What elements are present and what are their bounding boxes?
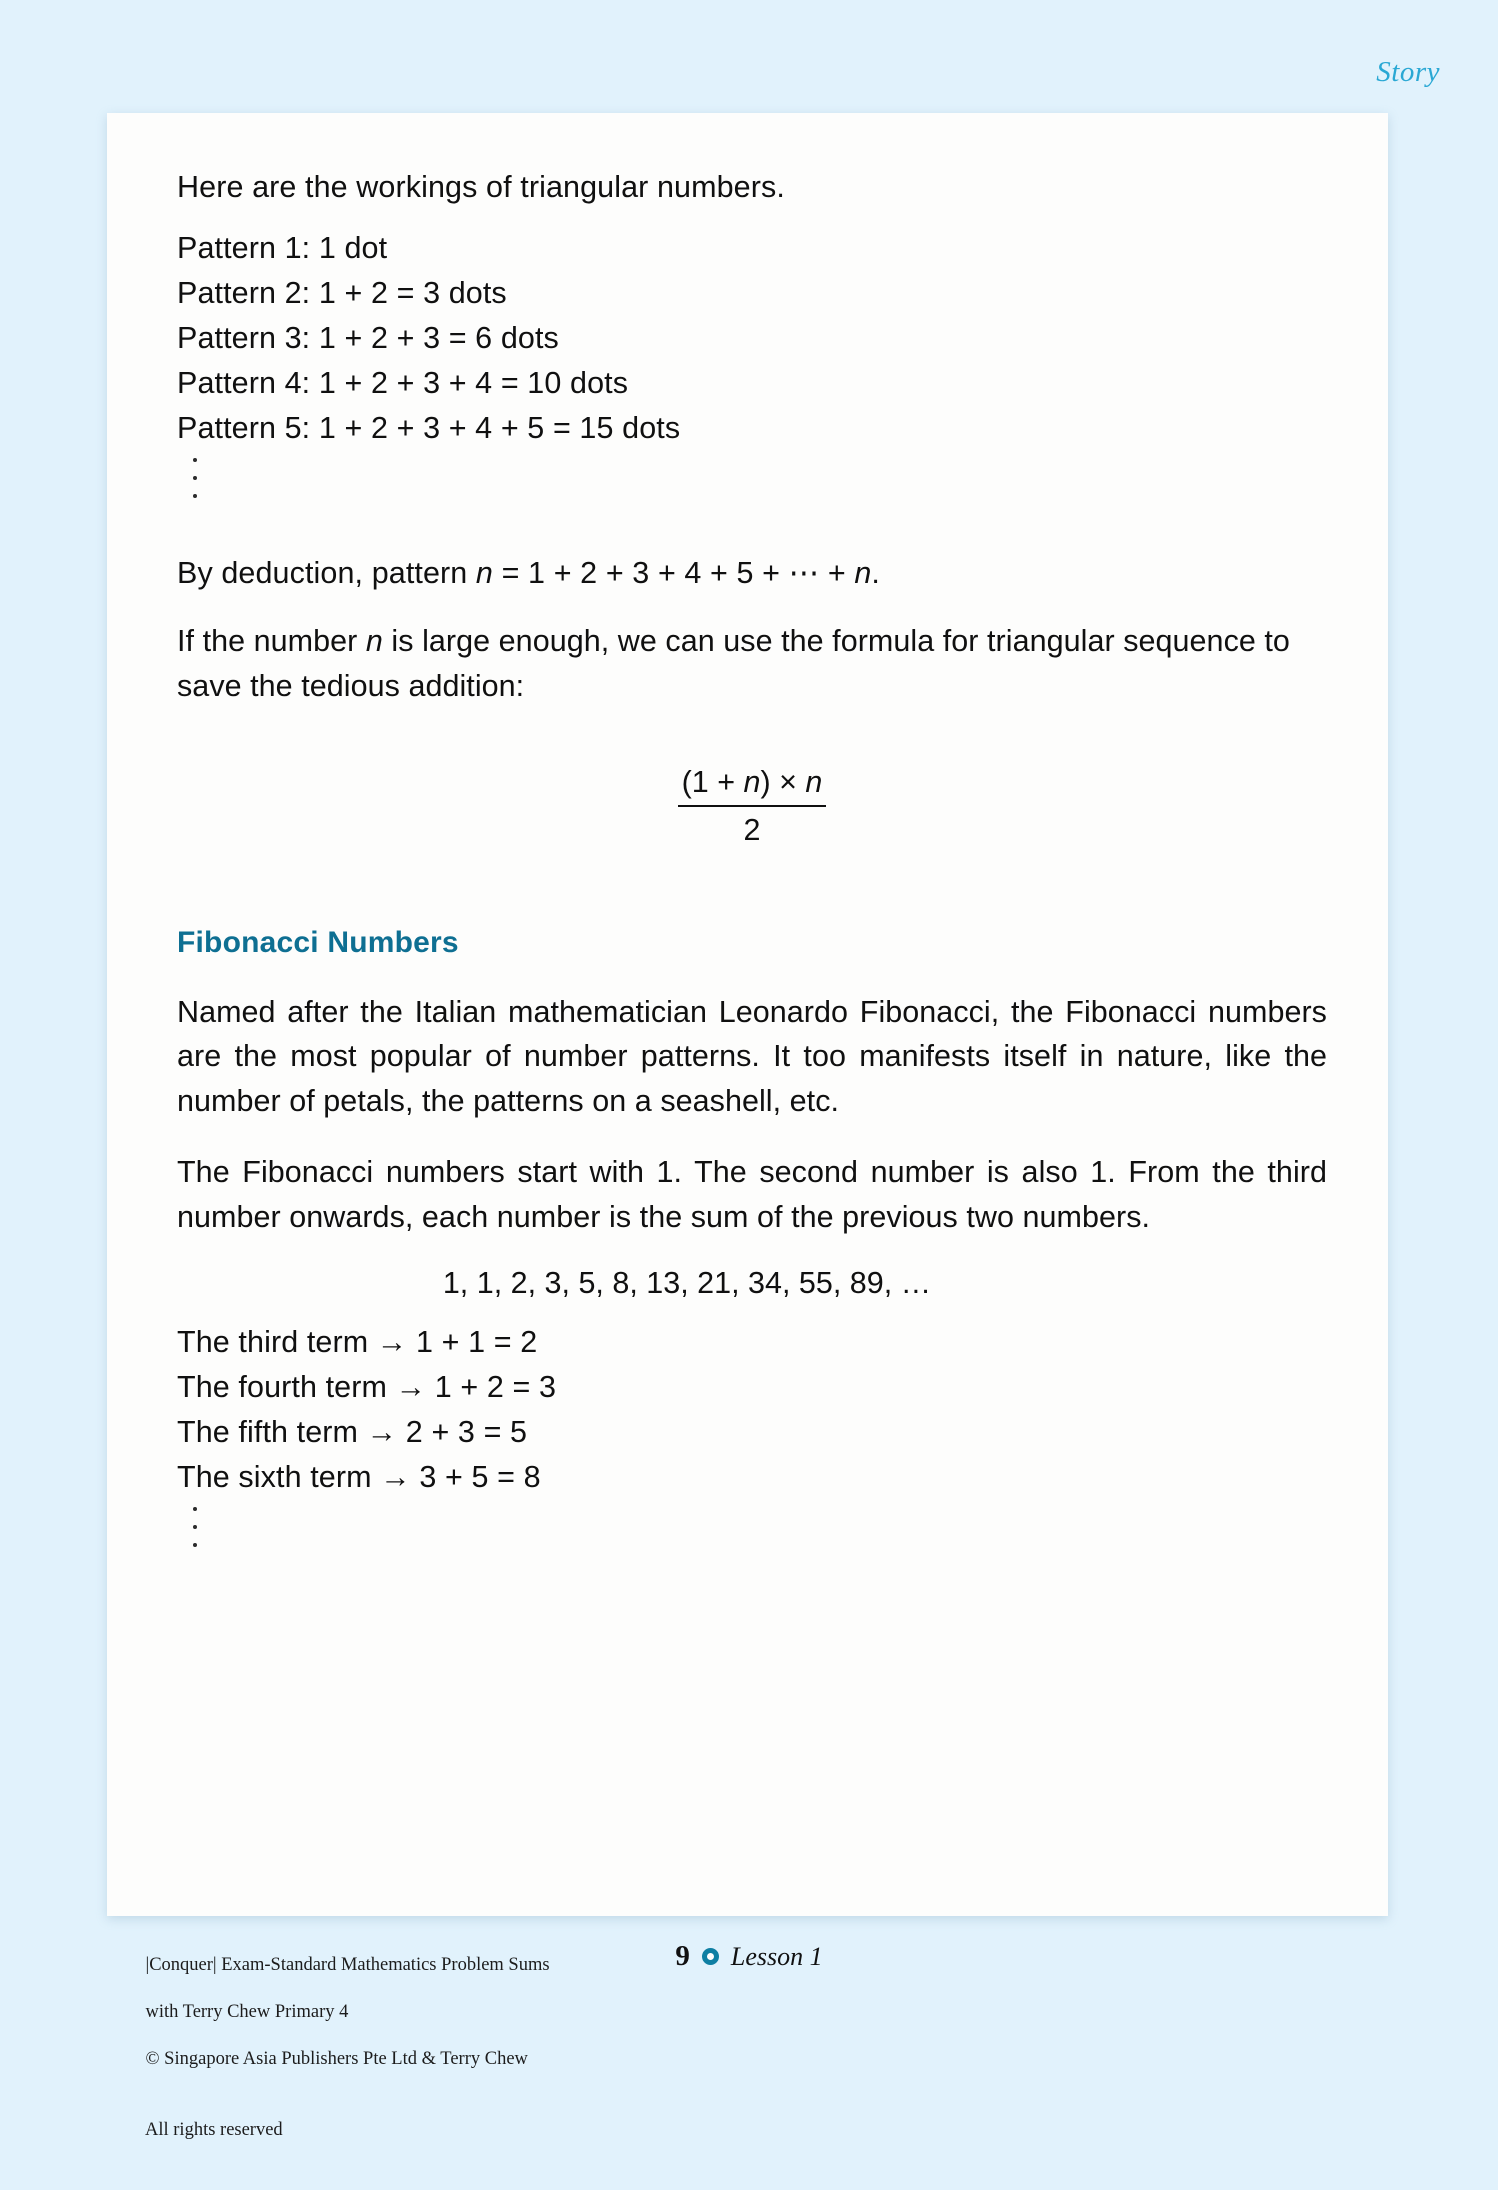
- formula-variable-n: n: [743, 764, 761, 799]
- spacer: [177, 512, 1327, 556]
- formula-block: [177, 765, 1327, 848]
- spacer: [177, 735, 1327, 765]
- section-heading-fibonacci: Fibonacci Numbers: [177, 925, 459, 959]
- page-footer-center: [0, 1940, 1498, 1973]
- deduction-variable-n: n: [854, 556, 872, 590]
- fibonacci-term-line: The fifth term → 2 + 3 = 5: [177, 1414, 528, 1449]
- fibonacci-term-list: [177, 1324, 1327, 1494]
- running-head-story: Story: [1376, 56, 1440, 88]
- formula-intro-variable-n: n: [365, 624, 383, 658]
- pattern-line: Pattern 1: 1 dot: [177, 231, 388, 265]
- pattern-line: Pattern 3: 1 + 2 + 3 = 6 dots: [177, 321, 559, 355]
- fibonacci-sequence: 1, 1, 2, 3, 5, 8, 13, 21, 34, 55, 89, …: [442, 1265, 932, 1300]
- deduction-middle: = 1 + 2 + 3 + 4 + 5 + ⋯ +: [493, 556, 855, 590]
- deduction-text: [177, 556, 1327, 591]
- vertical-ellipsis-icon: [193, 1507, 201, 1547]
- formula-variable-n: n: [805, 764, 823, 799]
- formula-denominator: 2: [743, 812, 761, 847]
- formula-numerator: [678, 765, 827, 807]
- triangular-number-formula: [678, 765, 827, 848]
- colophon-line: All rights reserved: [145, 2120, 283, 2141]
- page-card: [107, 113, 1388, 1916]
- fibonacci-paragraph-1: Named after the Italian mathematician Leonardo Fibonacci, the Fibonacci numbers are the most popular of number patterns. It too manifests itself in nature, like the number of petals, the patterns on a seashell, etc.: [177, 994, 1327, 1119]
- spacer: [177, 848, 1327, 926]
- colophon-line: |Conquer| Exam-Standard Mathematics Problem Sums: [145, 1954, 550, 1975]
- vertical-ellipsis-icon: [193, 458, 201, 498]
- deduction-variable-n: n: [475, 556, 493, 590]
- fibonacci-term-line: The fourth term → 1 + 2 = 3: [177, 1369, 557, 1404]
- formula-numerator-part: ) ×: [760, 764, 806, 799]
- colophon-line: © Singapore Asia Publishers Pte Ltd & Terry Chew: [145, 2049, 528, 2070]
- intro-text: Here are the workings of triangular numbers.: [177, 170, 785, 204]
- page-footer: [0, 1916, 1498, 2141]
- lesson-label: Lesson 1: [730, 1941, 823, 1971]
- page-body: [177, 170, 1327, 1561]
- deduction-suffix: .: [871, 556, 880, 590]
- pattern-line: Pattern 2: 1 + 2 = 3 dots: [177, 276, 507, 310]
- page-number: 9: [675, 1940, 690, 1972]
- formula-intro-suffix: is large enough, we can use the formula for triangular sequence to save the tedious addition:: [177, 624, 1290, 703]
- fibonacci-term-line: The sixth term → 3 + 5 = 8: [177, 1459, 541, 1494]
- pattern-line: Pattern 4: 1 + 2 + 3 + 4 = 10 dots: [177, 366, 629, 400]
- pattern-line: Pattern 5: 1 + 2 + 3 + 4 + 5 = 15 dots: [177, 411, 681, 445]
- colophon-line: with Terry Chew Primary 4: [145, 2002, 349, 2023]
- formula-numerator-part: (1 +: [681, 764, 744, 799]
- fibonacci-paragraph-2: The Fibonacci numbers start with 1. The second number is also 1. From the third number onwards, each number is the sum of the previous two numbers.: [177, 1155, 1327, 1234]
- ring-bullet-icon: [702, 1948, 719, 1965]
- fibonacci-term-line: The third term → 1 + 1 = 2: [177, 1324, 538, 1359]
- deduction-prefix: By deduction, pattern: [177, 556, 476, 590]
- formula-intro-text: [177, 619, 1327, 709]
- pattern-list: [177, 233, 1327, 444]
- formula-intro-prefix: If the number: [177, 624, 366, 658]
